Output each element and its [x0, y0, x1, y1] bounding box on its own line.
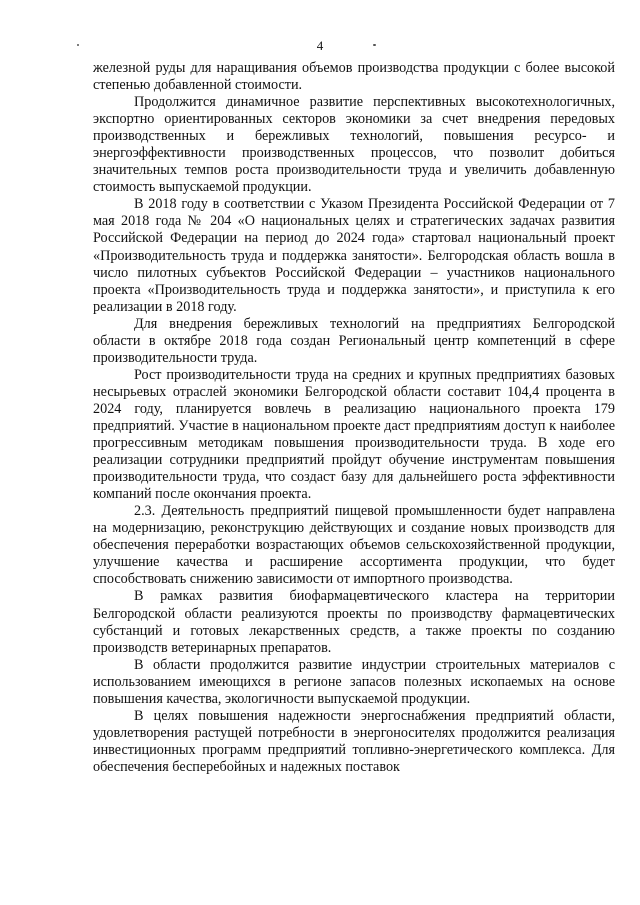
paragraph-high-tech-sectors: Продолжится динамичное развитие перспективных высокотехнологичных, экспортно ориентированных секторов экономики за счет внедрения передовых производственных и бережливых технологий, повышения ресурсо- и энергоэффективности производственных процессов, что позволит добиться значительных темпов роста производительности труда и увеличить добавленную стоимость выпускаемой продукции.	[93, 94, 615, 196]
page-number: 4	[316, 38, 324, 53]
paragraph-productivity-growth: Рост производительности труда на средних и крупных предприятиях базовых несырьевых отраслей экономики Белгородской области составит 104,4 процента в 2024 году, планируется вовлечь в реализацию национального проекта 179 предприятий. Участие в национальном проекте даст предприятиям доступ к наиболее прогрессивным методикам повышения производительности труда. В ходе его реализации сотрудники предприятий пройдут обучение инструментам повышения производительности труда, что создаст базу для дальнейшего роста эффективности компаний после окончания проекта.	[93, 366, 615, 503]
scan-speck	[373, 44, 376, 46]
paragraph-energy-supply: В целях повышения надежности энергоснабжения предприятий области, удовлетворения растущей потребности в энергоносителях продолжится реализация инвестиционных программ предприятий топливно-энергетического комплекса. Для обеспечения бесперебойных и надежных поставок	[93, 707, 615, 775]
paragraph-competence-center: Для внедрения бережливых технологий на предприятиях Белгородской области в октябре 2018 года создан Региональный центр компетенций в сфере производительности труда.	[93, 315, 615, 366]
paragraph-biopharma-cluster: В рамках развития биофармацевтического кластера на территории Белгородской области реализуются проекты по производству фармацевтических субстанций и готовых лекарственных средств, а также проекты по созданию производств ветеринарных препаратов.	[93, 588, 615, 656]
paragraph-food-industry: 2.3. Деятельность предприятий пищевой промышленности будет направлена на модернизацию, реконструкцию действующих и создание новых производств для обеспечения переработки возрастающих объемов сельскохозяйственной продукции, улучшение качества и расширение ассортимента продукции, что будет способствовать снижению зависимости от импортного производства.	[93, 503, 615, 588]
paragraph-iron-ore: железной руды для наращивания объемов производства продукции с более высокой степенью добавленной стоимости.	[93, 60, 615, 94]
body-text	[93, 60, 615, 776]
paragraph-building-materials: В области продолжится развитие индустрии строительных материалов с использованием имеющихся в регионе запасов полезных ископаемых на основе повышения качества, экологичности выпускаемой продукции.	[93, 656, 615, 707]
paragraph-national-project: В 2018 году в соответствии с Указом Президента Российской Федерации от 7 мая 2018 года № 204 «О национальных целях и стратегических задачах развития Российской Федерации на период до 2024 года» стартовал национальный проект «Производительность труда и поддержка занятости». Белгородская область вошла в число пилотных субъектов Российской Федерации – участников национального проекта «Производительность труда и поддержка занятости», и приступила к его реализации в 2018 году.	[93, 196, 615, 315]
